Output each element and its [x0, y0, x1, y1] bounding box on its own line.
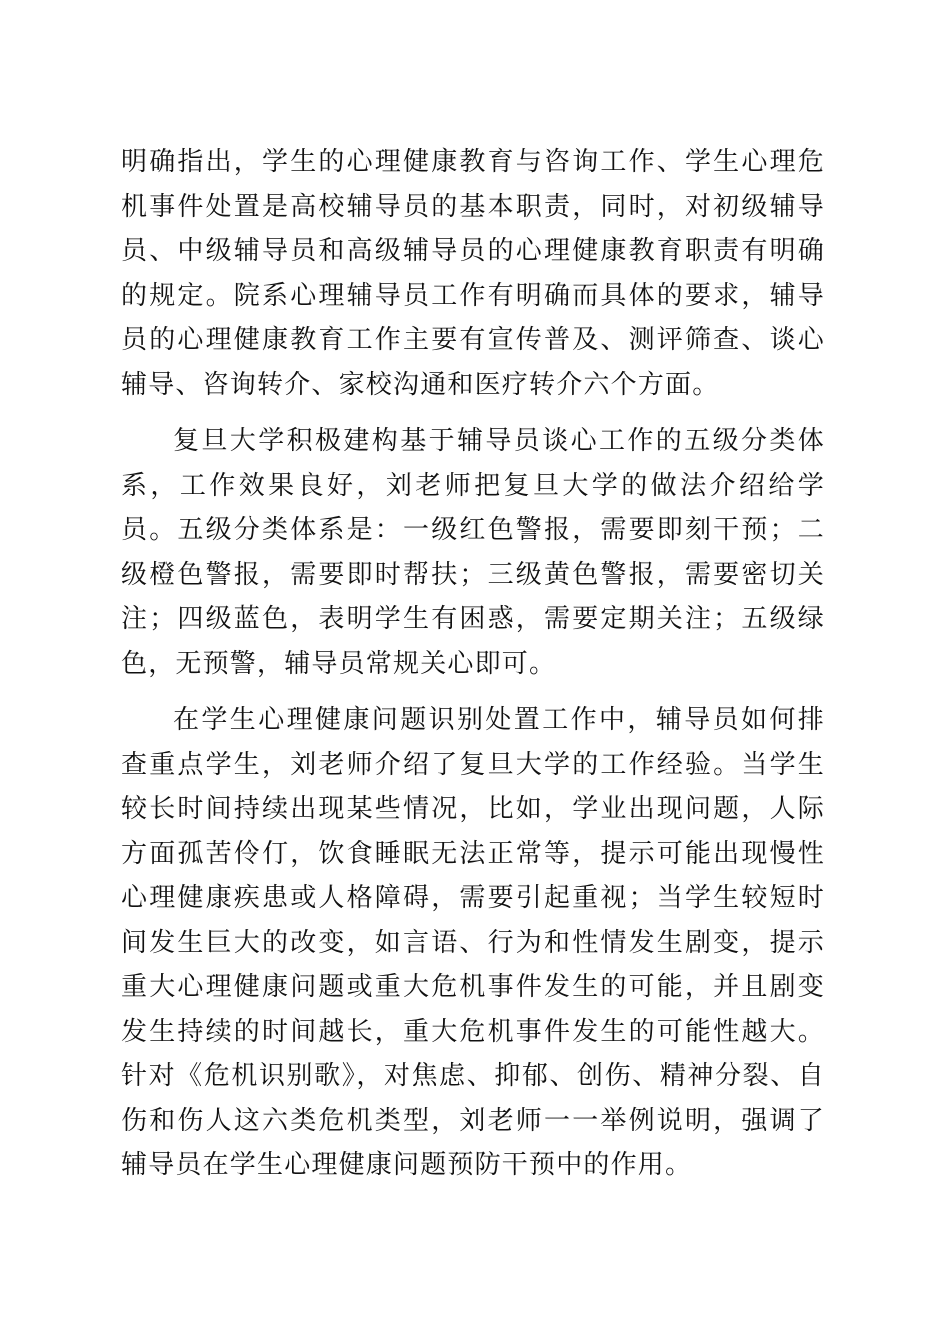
paragraph-2: 复旦大学积极建构基于辅导员谈心工作的五级分类体系，工作效果良好，刘老师把复旦大学的做法介绍给学员。五级分类体系是：一级红色警报，需要即刻干预；二级橙色警报，需要即时帮扶；三级黄色警报，需要密切关注；四级蓝色，表明学生有困惑，需要定期关注；五级绿色，无预警，辅导员常规关心即可。: [121, 426, 825, 679]
paragraph-1: 明确指出，学生的心理健康教育与咨询工作、学生心理危机事件处置是高校辅导员的基本职责，同时，对初级辅导员、中级辅导员和高级辅导员的心理健康教育职责有明确的规定。院系心理辅导员工作有明确而具体的要求，辅导员的心理健康教育工作主要有宣传普及、测评筛查、谈心辅导、咨询转介、家校沟通和医疗转介六个方面。: [121, 147, 825, 400]
paragraph-3: 在学生心理健康问题识别处置工作中，辅导员如何排查重点学生，刘老师介绍了复旦大学的工作经验。当学生较长时间持续出现某些情况，比如，学业出现问题，人际方面孤苦伶仃，饮食睡眠无法正常等，提示可能出现慢性心理健康疾患或人格障碍，需要引起重视；当学生较短时间发生巨大的改变，如言语、行为和性情发生剧变，提示重大心理健康问题或重大危机事件发生的可能，并且剧变发生持续的时间越长，重大危机事件发生的可能性越大。针对《危机识别歌》，对焦虑、抑郁、创伤、精神分裂、自伤和伤人这六类危机类型，刘老师一一举例说明，强调了辅导员在学生心理健康问题预防干预中的作用。: [121, 705, 825, 1180]
document-body: [121, 140, 825, 1200]
